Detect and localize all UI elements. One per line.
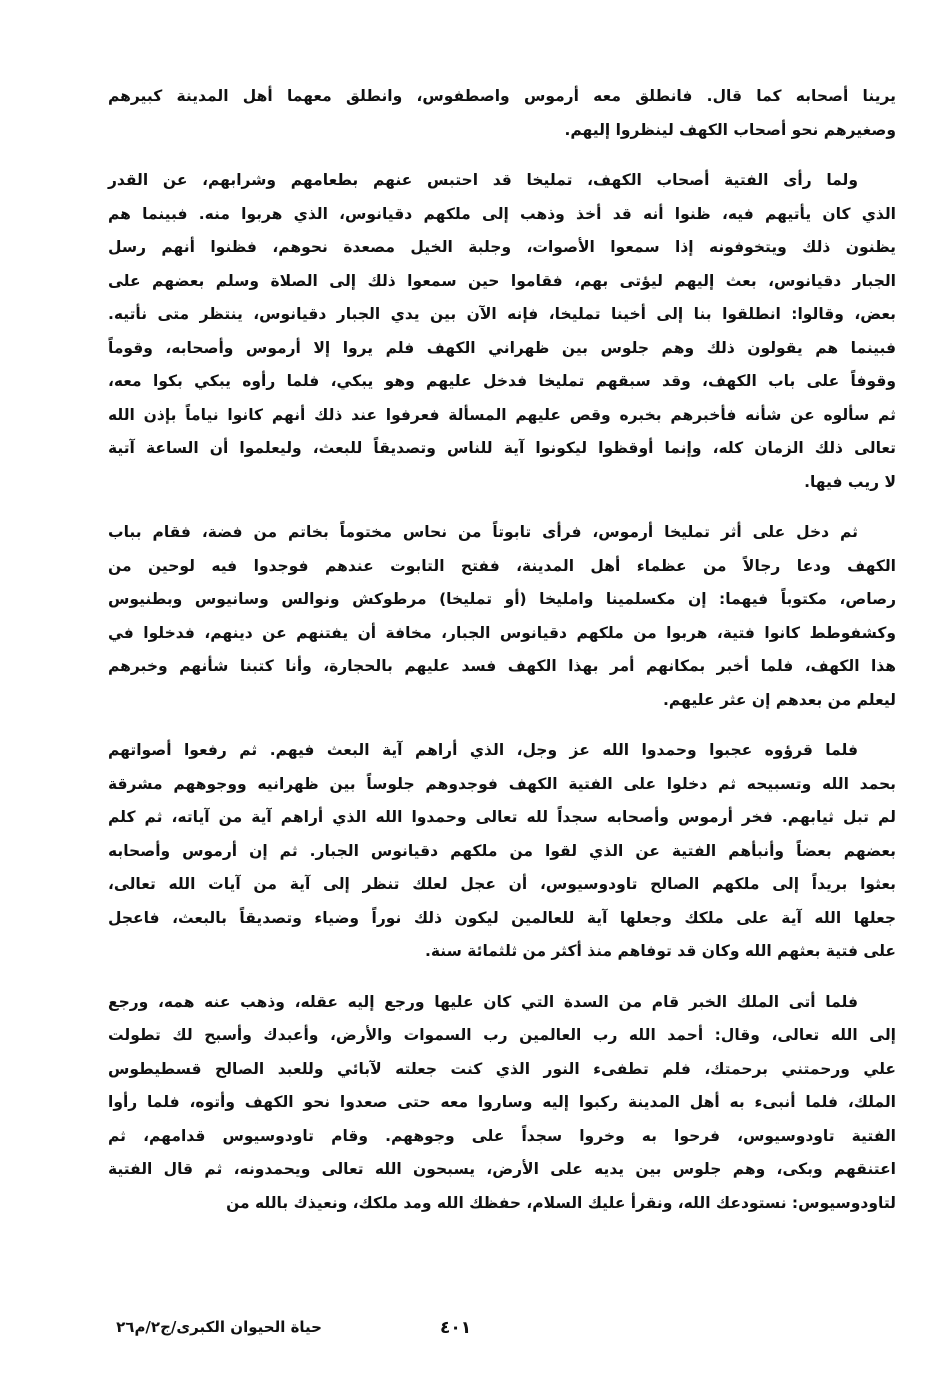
- text-line: رصاص، مكتوباً فيهما: إن مكسلمينا وامليخا (أو تمليخا) مرطوكش ونوالس وسانيوس وبطنيوس: [108, 590, 896, 608]
- text-line: على فتية بعثهم الله وكان قد توفاهم منذ أكثر من ثلثمائة سنة.: [425, 942, 896, 960]
- text-line: لم تبل ثيابهم. فخر أرموس وأصحابه سجداً لله تعالى وحمدوا الله الذي أراهم آية من آياته، ثم كلم: [108, 808, 896, 826]
- text-line: بعضهم بعضاً وأنبأهم الفتية عن الذي لقوا من ملكهم دقيانوس الجبار. ثم إن أرموس وأصحابه: [108, 841, 896, 860]
- text-line: الملك، فلما أنبىء به أهل المدينة ركبوا إليه وساروا معه حتى صعدوا نحو الكهف وأتوه، فلما رأوا: [108, 1093, 896, 1111]
- text-line: ثم سألوه عن شأنه فأخبرهم بخبره وقص عليهم المسألة فعرفوا عند ذلك أنهم كانوا نياماً بإذن الله: [108, 405, 896, 424]
- paragraph: [108, 164, 896, 499]
- paragraph: [108, 80, 896, 147]
- page-number: ٤٠١: [440, 1318, 472, 1338]
- text-line: وقوفاً على باب الكهف، وقد سبقهم تمليخا فدخل عليهم وهو يبكي، فلما رأوه يبكي بكوا معه،: [108, 372, 896, 390]
- page-footer: [0, 1318, 944, 1348]
- text-line: يظنون ذلك ويتخوفونه إذا سمعوا الأصوات، وجلبة الخيل مصعدة نحوهم، فظنوا أنهم رسل: [108, 238, 896, 256]
- text-line: ولما رأى الفتية أصحاب الكهف، تمليخا قد احتبس عنهم بطعامهم وشرابهم، عن القدر: [108, 171, 858, 189]
- paragraph: [108, 734, 896, 969]
- text-line: تعالى ذلك الزمان كله، وإنما أوقظوا ليكونوا آية للناس وتصديقاً للبعث، وليعلموا أن الساعة آتية: [108, 439, 896, 457]
- text-line: فلما أتى الملك الخبر قام من السدة التي كان عليها ورجع إليه عقله، وذهب عنه همه، ورجع: [108, 992, 858, 1011]
- document-body: [108, 80, 896, 1237]
- text-line: الذي كان يأتيهم فيه، ظنوا أنه قد أخذ وذهب إلى ملكهم دقيانوس، الذي هربوا منه. فبينما هم: [108, 204, 896, 223]
- text-line: يرينا أصحابه كما قال. فانطلق معه أرموس واصطفوس، وانطلق معهما أهل المدينة كبيرهم: [108, 87, 896, 105]
- text-line: الجبار دقيانوس، بعث إليهم ليؤتى بهم، فقاموا حين سمعوا ذلك إلى الصلاة وسلم بعضهم على: [108, 271, 896, 290]
- text-line: هذا الكهف، فلما أخبر بمكانهم أمر بهذا الكهف فسد عليهم بالحجارة، وأنا كتبنا شأنهم وخبرهم: [108, 657, 896, 675]
- text-line: ثم دخل على أثر تمليخا أرموس، فرأى تابوتاً من نحاس مختوماً بخاتم من فضة، فقام بباب: [108, 523, 858, 541]
- paragraph: [108, 986, 896, 1221]
- text-line: بحمد الله وتسبيحه ثم دخلوا على الفتية الكهف فوجدوهم جلوساً بين ظهرانيه ووجوههم مشرقة: [108, 774, 896, 793]
- text-line: وصغيرهم نحو أصحاب الكهف لينظروا إليهم.: [564, 120, 896, 139]
- text-line: إلى الله تعالى، وقال: أحمد الله رب العالمين رب السموات والأرض، وأعبدك وأسبح لك تطولت: [108, 1026, 896, 1044]
- text-line: لتاودوسيوس: نستودعك الله، ونقرأ عليك السلام، حفظك الله ومد ملكك، ونعيذك بالله من: [226, 1193, 896, 1212]
- text-line: فلما قرؤوه عجبوا وحمدوا الله عز وجل، الذي أراهم آية البعث فيهم. ثم رفعوا أصواتهم: [108, 741, 858, 759]
- text-line: فبينما هم يقولون ذلك وهم جلوس بين ظهراني الكهف فلم يروا إلا أرموس وأصحابه، وقوماً: [108, 338, 896, 357]
- text-line: الكهف ودعا رجالاً من عظماء أهل المدينة، ففتح التابوت عندهم فوجدوا فيه لوحين من: [108, 556, 896, 575]
- text-line: الفتية تاودوسيوس، فرحوا به وخروا سجداً على وجوههم. وقام تاودوسيوس قدامهم، ثم: [108, 1126, 896, 1145]
- text-line: لا ريب فيها.: [804, 472, 896, 491]
- text-line: علي ورحمتني برحمتك، فلم تطفىء النور الذي كنت جعلته لآبائي وللعبد الصالح قسطيطوس: [108, 1059, 896, 1078]
- book-reference: حياة الحيوان الكبرى/ج٢/م٢٦: [116, 1318, 322, 1336]
- paragraph: [108, 516, 896, 717]
- text-line: اعتنقهم وبكى، وهم جلوس بين يديه على الأرض، يسبحون الله تعالى ويحمدونه، ثم قال الفتية: [108, 1160, 896, 1178]
- text-line: جعلها الله آية على ملكك وجعلها آية للعالمين ليكون ذلك نوراً وضياء وتصديقاً بالبعث، فاعجل: [108, 908, 896, 927]
- text-line: بعثوا بريداً إلى ملكهم الصالح تاودوسيوس، أن عجل لعلك تنظر إلى آية من آيات الله تعالى،: [108, 875, 896, 893]
- text-line: بعض، وقالوا: انطلقوا بنا إلى أخينا تمليخا، فإنه الآن بين يدي الجبار دقيانوس، ينتظر متى نأتيه.: [108, 305, 896, 323]
- text-line: وكشفوطط كانوا فتية، هربوا من ملكهم دقيانوس الجبار، مخافة أن يفتنهم عن دينهم، فدخلوا في: [108, 623, 896, 642]
- text-line: ليعلم من بعدهم إن عثر عليهم.: [663, 690, 896, 709]
